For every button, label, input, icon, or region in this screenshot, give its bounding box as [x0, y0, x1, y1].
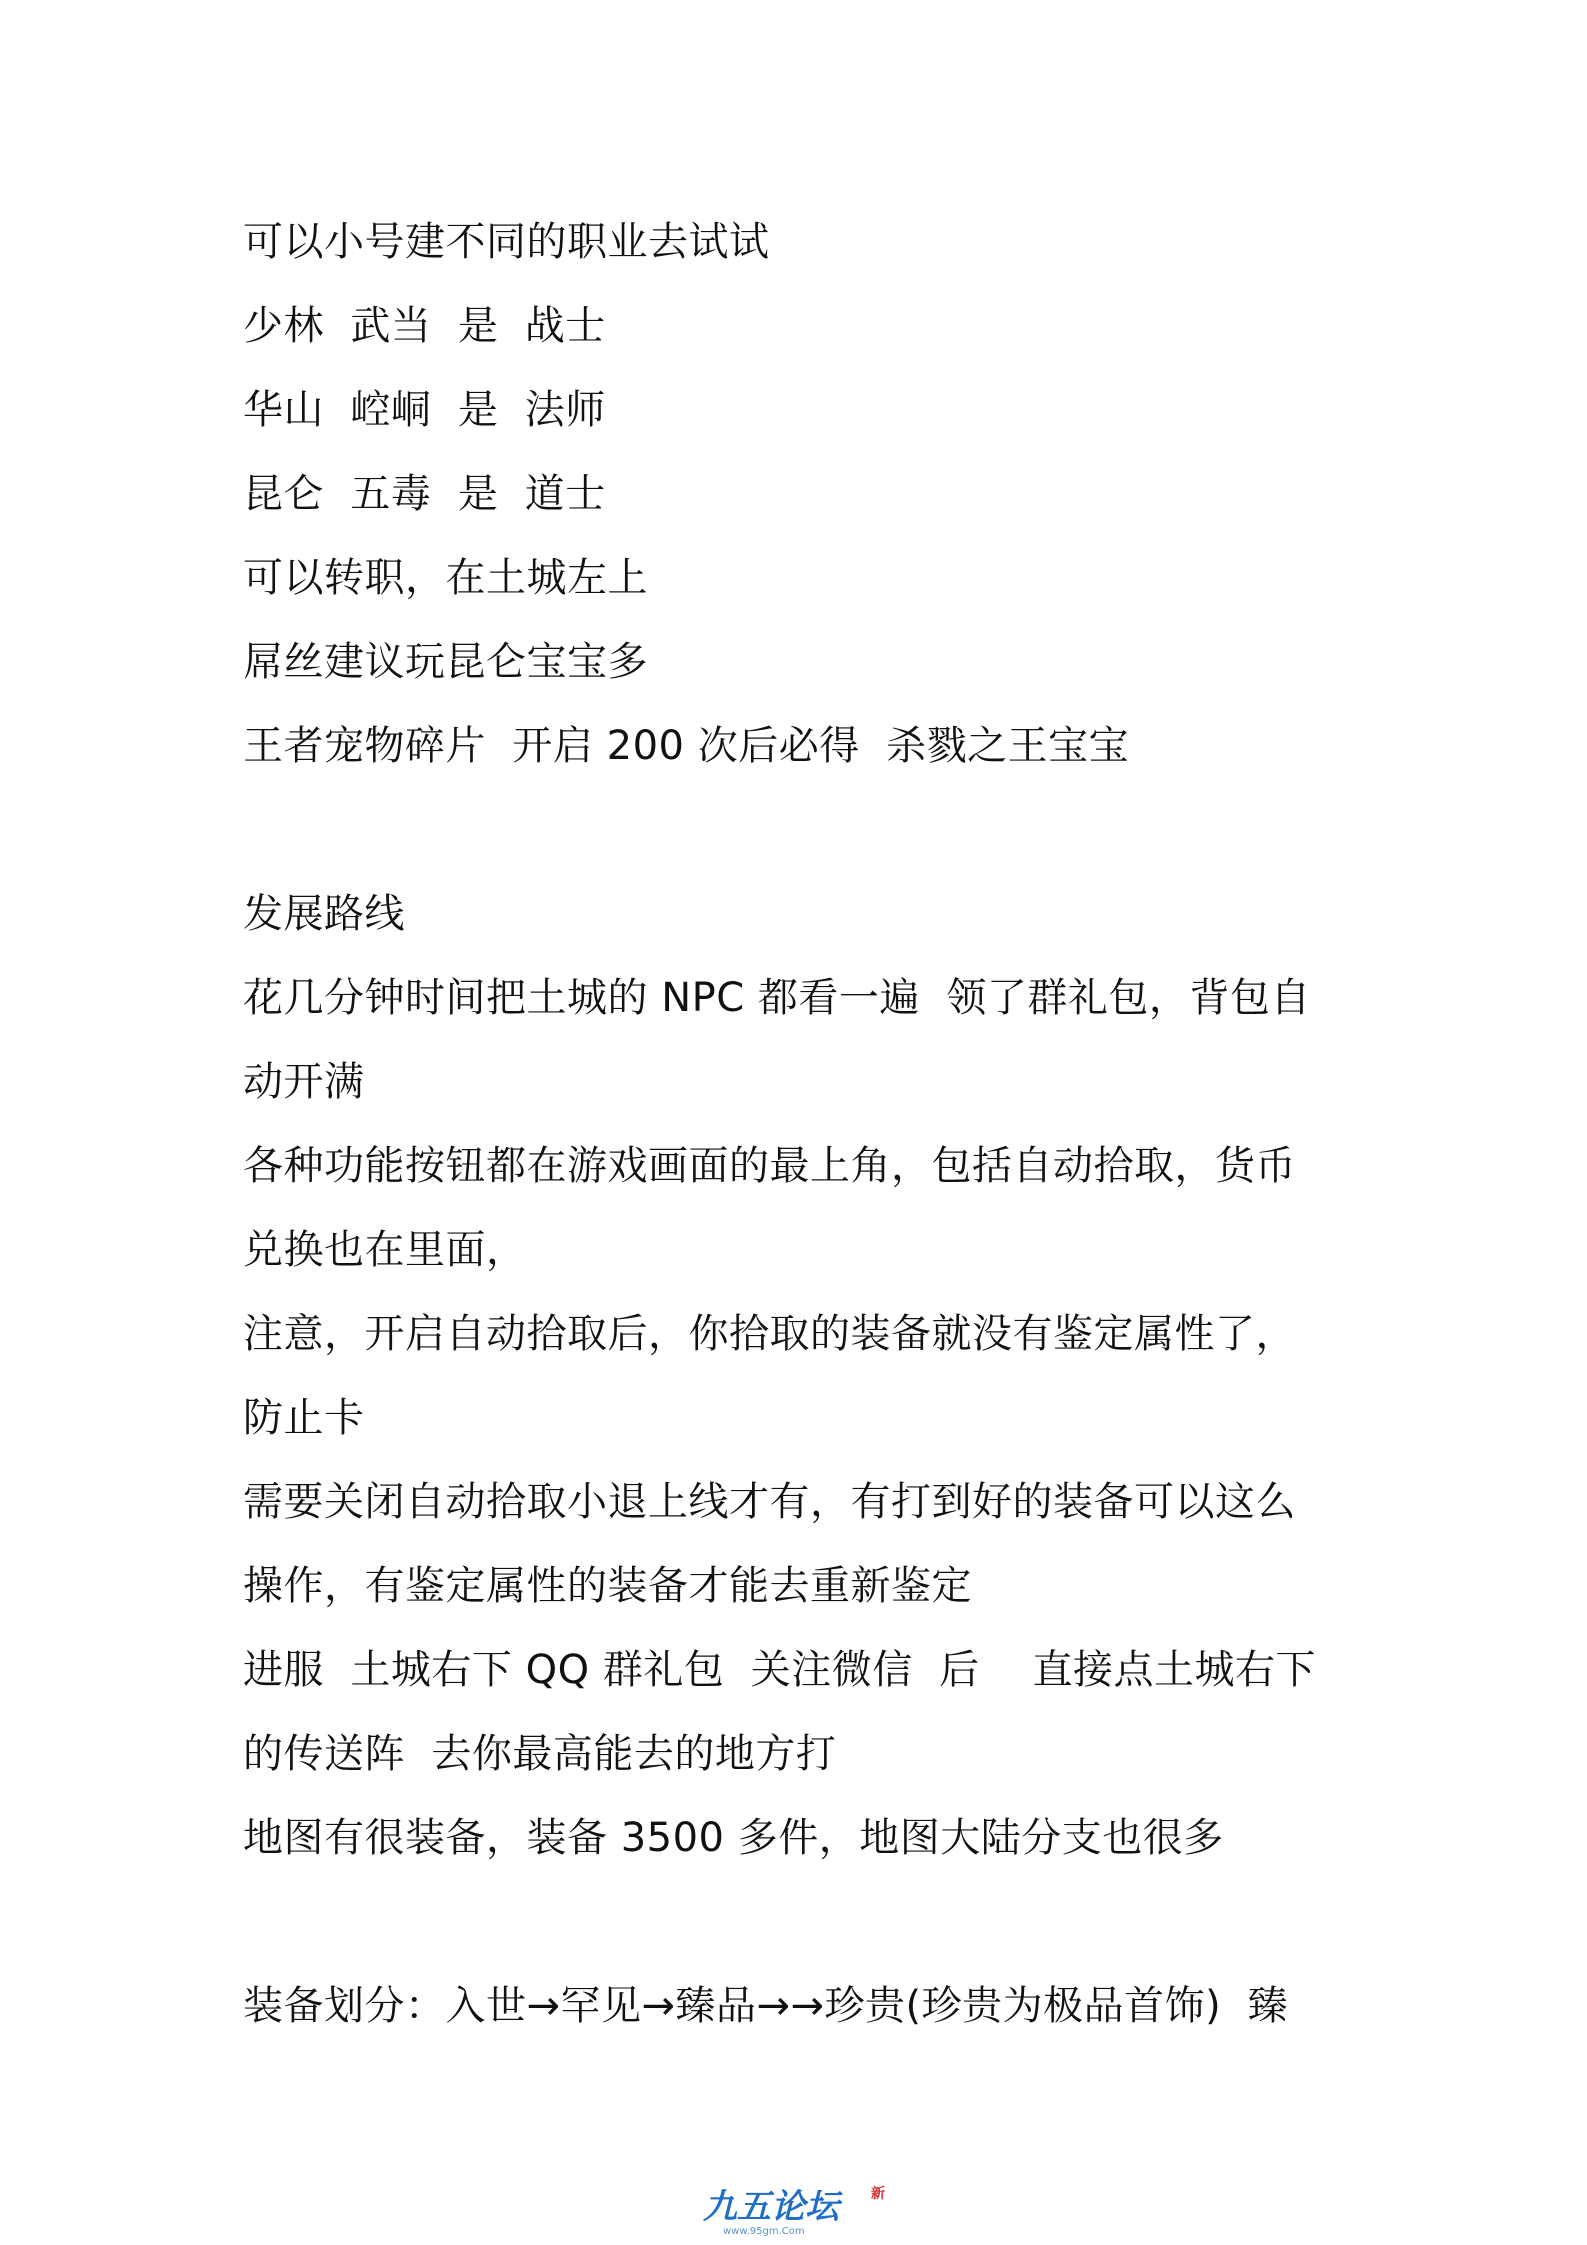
svg-text:九五论坛: 九五论坛 [703, 2187, 839, 2227]
text-line: 兑换也在里面， [243, 1227, 527, 1273]
paragraph-gap [243, 788, 1363, 872]
text-line: 王者宠物碎片 开启 200 次后必得 杀戮之王宝宝 [243, 723, 1130, 769]
text-line: 装备划分：入世→罕见→臻品→→珍贵(珍贵为极品首饰) 臻 [243, 1983, 1289, 2029]
text-line: 需要关闭自动拾取小退上线才有，有打到好的装备可以这么 [243, 1479, 1296, 1525]
text-line: 进服 土城右下 QQ 群礼包 关注微信 后 直接点土城右下 [243, 1647, 1317, 1693]
text-line: 可以转职，在土城左上 [243, 555, 648, 601]
text-line: 花几分钟时间把土城的 NPC 都看一遍 领了群礼包，背包自 [243, 975, 1311, 1021]
site-logo [695, 2180, 915, 2240]
svg-text:www.95gm.Com: www.95gm.Com [723, 2226, 805, 2237]
svg-text:新: 新 [871, 2186, 885, 2202]
text-line: 各种功能按钮都在游戏画面的最上角，包括自动拾取，货币 [243, 1143, 1296, 1189]
text-line: 地图有很装备，装备 3500 多件，地图大陆分支也很多 [243, 1815, 1224, 1861]
text-line: 的传送阵 去你最高能去的地方打 [243, 1731, 837, 1777]
text-line: 少林 武当 是 战士 [243, 303, 606, 349]
text-line: 华山 崆峒 是 法师 [243, 387, 606, 433]
document-body [243, 200, 1363, 2048]
text-line: 操作，有鉴定属性的装备才能去重新鉴定 [243, 1563, 972, 1609]
text-line: 可以小号建不同的职业去试试 [243, 219, 770, 265]
text-line: 昆仑 五毒 是 道士 [243, 471, 606, 517]
text-line: 防止卡 [243, 1395, 365, 1441]
section-heading: 发展路线 [243, 891, 405, 937]
paragraph-gap [243, 1880, 1363, 1964]
text-line: 屌丝建议玩昆仑宝宝多 [243, 639, 648, 685]
text-line: 注意，开启自动拾取后，你拾取的装备就没有鉴定属性了， [243, 1311, 1296, 1357]
text-line: 动开满 [243, 1059, 365, 1105]
